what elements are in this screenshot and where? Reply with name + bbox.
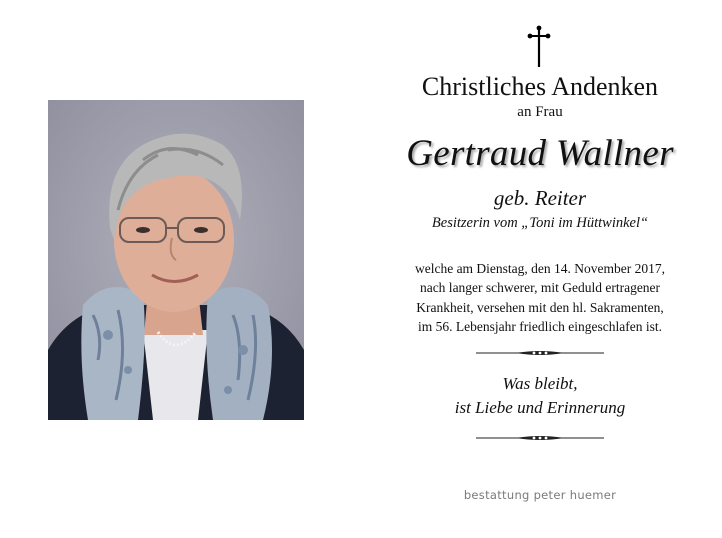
ornament-divider-icon: [476, 435, 604, 441]
deceased-name: Gertraud Wallner: [406, 133, 674, 174]
memorial-quote: [378, 372, 702, 420]
quote-line: Was bleibt,: [502, 374, 578, 393]
obituary-line: Krankheit, versehen mit den hl. Sakramenten,: [416, 299, 664, 315]
cross-icon: [527, 24, 551, 68]
maiden-name: geb. Reiter: [493, 186, 587, 210]
ornament-divider-icon: [476, 350, 604, 356]
obituary-line: welche am Dienstag, den 14. November 2017,: [414, 261, 666, 276]
obituary-text: [378, 259, 702, 337]
obituary-line: nach langer schwerer, mit Geduld ertragener: [419, 280, 661, 296]
memorial-subheading: an Frau: [517, 104, 563, 120]
quote-line: ist Liebe und Erinnerung: [454, 398, 626, 417]
portrait-photo: [48, 100, 304, 420]
occupation-line: Besitzerin vom „Toni im Hüttwinkel“: [431, 215, 649, 231]
obituary-line: im 56. Lebensjahr friedlich eingeschlafen ist.: [417, 319, 663, 335]
funeral-home-credit: bestattung peter huemer: [463, 488, 617, 502]
memorial-heading: Christliches Andenken: [421, 72, 659, 101]
